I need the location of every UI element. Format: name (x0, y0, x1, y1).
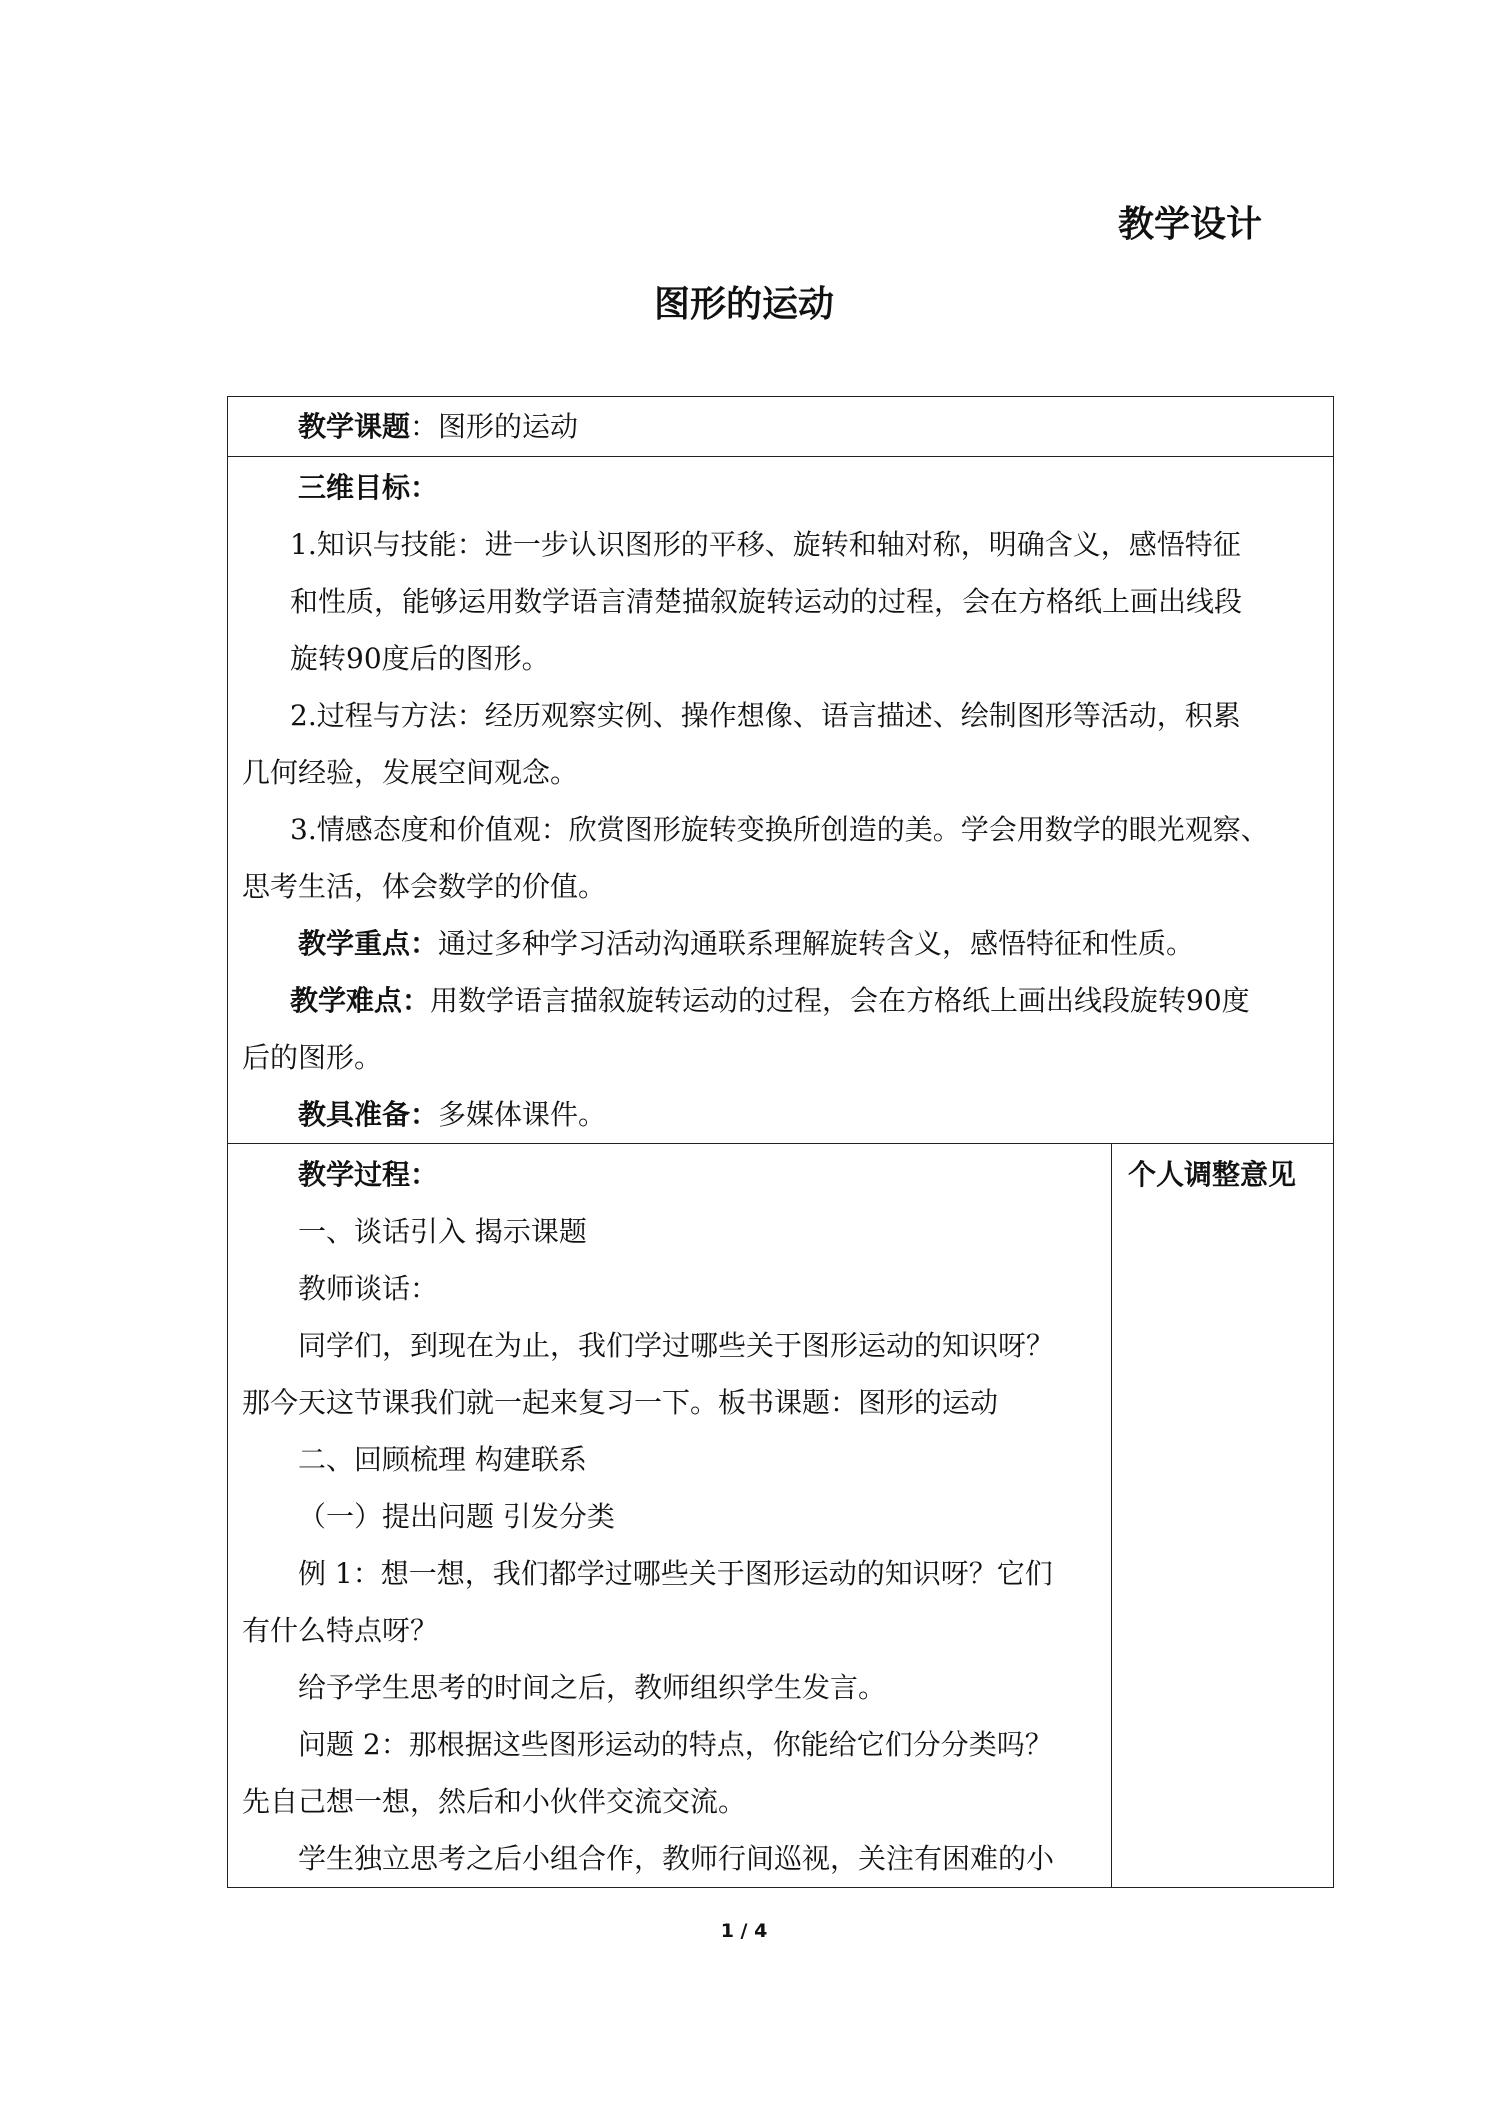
adjustment-heading: 个人调整意见 (1127, 1158, 1296, 1191)
lesson-plan-table (227, 396, 1334, 1888)
process-row (228, 1144, 1334, 1888)
difficulty-line (242, 972, 1321, 1029)
topic-value: 图形的运动 (438, 410, 579, 443)
document-header: 教学设计 (1118, 204, 1263, 245)
difficulty-line-cont: 后的图形。 (242, 1041, 383, 1074)
process-line: 学生独立思考之后小组合作，教师行间巡视，关注有困难的小 (298, 1842, 1055, 1875)
objective-line: 和性质，能够运用数学语言清楚描叙旋转运动的过程，会在方格纸上画出线段 (290, 585, 1243, 618)
objective-line: 旋转90度后的图形。 (290, 642, 550, 675)
objectives-heading: 三维目标： (298, 471, 439, 504)
process-cell (228, 1144, 1112, 1888)
process-heading: 教学过程： (298, 1158, 439, 1191)
topic-row (228, 397, 1334, 457)
topic-label: 教学课题 (298, 410, 411, 443)
page-number: 1 / 4 (720, 1920, 768, 1942)
topic-separator: ： (410, 410, 439, 443)
process-line: 问题 2：那根据这些图形运动的特点，你能给它们分分类吗？ (298, 1728, 1053, 1761)
key-point-label: 教学重点： (298, 927, 439, 960)
process-line: 二、回顾梳理 构建联系 (298, 1443, 587, 1476)
process-line: 一、谈话引入 揭示课题 (298, 1215, 587, 1248)
objectives-row (228, 457, 1334, 1144)
process-line: 那今天这节课我们就一起来复习一下。板书课题：图形的运动 (242, 1386, 999, 1419)
objective-line: 几何经验，发展空间观念。 (242, 756, 579, 789)
key-point-line (242, 915, 1321, 972)
adjustment-cell (1111, 1144, 1333, 1888)
process-line: 先自己想一想，然后和小伙伴交流交流。 (242, 1785, 747, 1818)
process-line: 同学们，到现在为止，我们学过哪些关于图形运动的知识呀？ (298, 1329, 1055, 1362)
process-line: （一）提出问题 引发分类 (298, 1500, 615, 1533)
objective-line: 2.过程与方法：经历观察实例、操作想像、语言描述、绘制图形等活动，积累 (290, 699, 1241, 732)
process-line: 教师谈话： (298, 1272, 439, 1305)
difficulty-label: 教学难点： (290, 984, 431, 1017)
key-point-text: 通过多种学习活动沟通联系理解旋转含义，感悟特征和性质。 (438, 927, 1195, 960)
objective-line: 思考生活，体会数学的价值。 (242, 870, 607, 903)
tools-label: 教具准备： (298, 1098, 439, 1131)
tools-line (242, 1086, 1321, 1143)
process-line: 例 1：想一想，我们都学过哪些关于图形运动的知识呀？它们 (298, 1557, 1053, 1590)
process-line: 有什么特点呀？ (242, 1614, 439, 1647)
topic-line (242, 397, 1321, 456)
objective-line: 3.情感态度和价值观：欣赏图形旋转变换所创造的美。学会用数学的眼光观察、 (290, 813, 1269, 846)
objective-line: 1.知识与技能：进一步认识图形的平移、旋转和轴对称，明确含义，感悟特征 (290, 528, 1241, 561)
process-line: 给予学生思考的时间之后，教师组织学生发言。 (298, 1671, 887, 1704)
difficulty-text: 用数学语言描叙旋转运动的过程，会在方格纸上画出线段旋转90度 (430, 984, 1250, 1017)
tools-text: 多媒体课件。 (438, 1098, 607, 1131)
document-title: 图形的运动 (653, 284, 834, 325)
